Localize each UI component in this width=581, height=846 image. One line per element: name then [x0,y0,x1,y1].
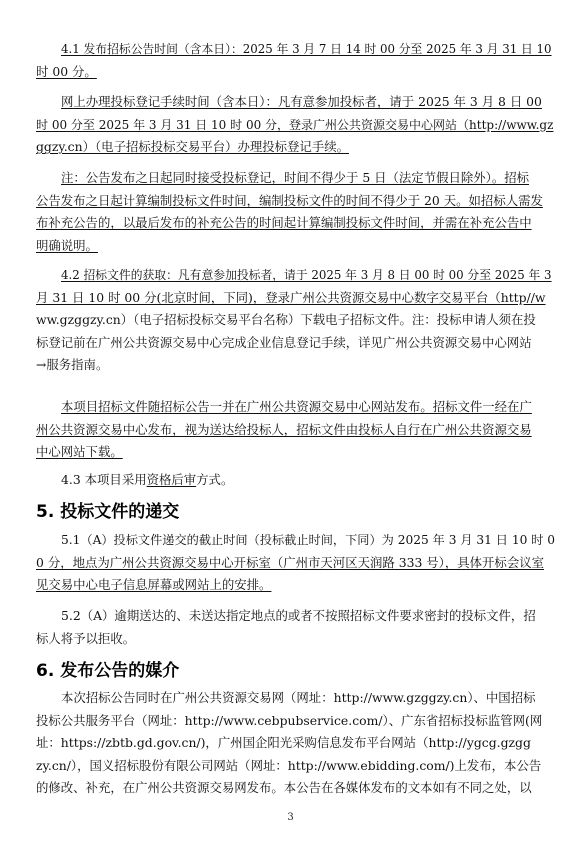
text-line: 本项目招标文件随招标公告一并在广州公共资源交易中心网站发布。招标文件一经在广 [61,399,532,414]
text-line: zy.cn/），国义招标股份有限公司网站（网址：http://www.ebidding.com/)上发布，本公告 [36,757,542,773]
text-line: 见交易中心电子信息屏幕或网站上的安排。 [36,577,272,593]
text-line: 4.1 发布招标公告时间（含本日）：2025 年 3 月 7 日 14 时 00 分至 2025 年 3 月 31 日 10 [61,42,552,56]
text-line: 公告发布之日起计算编制投标文件时间，编制投标文件的时间不得少于 20 天。如招标人需发 [36,192,543,208]
text-line: →服务指南。 [36,357,109,373]
text-line: ggzy.cn）（电子招标投标交易平台）办理投标登记手续。 [36,139,349,155]
text-line: 网上办理投标登记手续时间（含本日）：凡有意参加投标者，请于 2025 年 3 月 8 日 00 [61,94,542,109]
text-line [36,469,556,492]
section-5-1 [36,529,556,597]
text-line: 州公共资源交易中心发布，视为送达给投标人，招标文件由投标人自行在广州公共资源交易 [36,421,532,437]
text-line: 标人将予以拒收。 [36,630,136,646]
text-line: ww.gzggzy.cn）（电子招标投标交易平台名称）下载电子招标文件。注：投标申请人须在投 [36,312,536,328]
text-line: 4.2 招标文件的获取：凡有意参加投标者，请于 2025 年 3 月 8 日 00 时 00 分至 2025 年 3 [61,268,552,282]
section-4-1 [36,38,556,83]
text-fragment: 方式。 [196,472,234,487]
page-number: 3 [287,812,294,823]
text-line: 明确说明。 [36,237,98,253]
text-line: 时 00 分。 [36,63,97,79]
section-5-2 [36,605,556,650]
text-line: 时 00 分至 2025 年 3 月 31 日 10 时 00 分，登录广州公共资源交易中心网站（http://www.gz [36,117,554,132]
text-fragment: 4.3 本项目采用 [61,472,147,487]
publish-paragraph [36,396,556,464]
text-line: 标登记前在广州公共资源交易中心完成企业信息登记手续，详见广州公共资源交易中心网站 [36,334,532,350]
underlined-term: 资格后审 [146,472,197,487]
text-line: 5.1（A）投标文件递交的截止时间（投标截止时间，下同）为 2025 年 3 月 31 日 10 时 0 [61,533,556,547]
text-line: 注：公告发布之日起同时接受投标登记，时间不得少于 5 日（法定节假日除外）。招标 [61,170,530,185]
text-line: 5.2（A）逾期送达的、未送达指定地点的或者不按照招标文件要求密封的投标文件，招 [61,608,536,623]
text-line: 月 31 日 10 时 00 分(北京时间，下同)，登录广州公共资源交易中心数字交易平台（http//w [36,289,546,305]
text-line: 布补充公告的，以最后发布的补充公告的时间起计算编制投标文件时间，并需在补充公告中 [36,215,532,231]
section-heading-6: 6. 发布公告的媒介 [36,661,180,681]
online-registration-paragraph [36,91,556,159]
text-line: 投标公共服务平台（网址：http://www.cebpubservice.com/）、广东省招标投标监管网(网 [36,712,543,728]
media-paragraph [36,687,556,800]
section-4-3 [36,469,556,492]
section-heading-5: 5. 投标文件的递交 [36,502,180,522]
text-line: 本次招标公告同时在广州公共资源交易网（网址：http://www.gzggzy.cn）、中国招标 [61,690,536,705]
text-line: 的修改、补充，在广州公共资源交易网发布。本公告在各媒体发布的文本如有不同之处，以 [36,780,532,796]
text-line: 0 分，地点为广州公共资源交易中心开标室（广州市天河区天润路 333 号），具体开标会议室 [36,554,544,570]
text-line: 址：https://zbtb.gd.gov.cn/)，广州国企阳光采购信息发布平台网站（http://ygcg.gzgg [36,735,531,751]
note-paragraph [36,167,556,257]
text-line: 中心网站下载。 [36,444,123,460]
section-4-2 [36,264,556,377]
